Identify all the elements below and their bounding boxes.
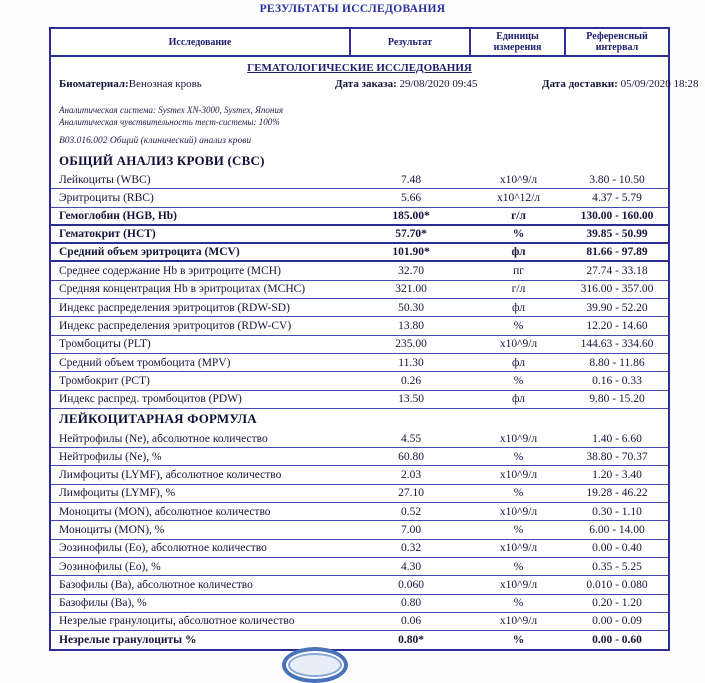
cell-units: x10^12/л bbox=[496, 191, 541, 204]
table-row bbox=[51, 317, 668, 335]
cell-result: 4.55 bbox=[400, 432, 422, 445]
cell-units: % bbox=[513, 523, 524, 536]
table-row bbox=[51, 226, 668, 244]
cell-ref: 27.74 - 33.18 bbox=[586, 265, 648, 278]
cell-name: Нейтрофилы (Ne), % bbox=[59, 450, 162, 463]
order-date-label: Дата заказа: bbox=[335, 78, 397, 90]
results-body bbox=[51, 150, 668, 649]
cell-units: фл bbox=[512, 301, 525, 314]
cell-ref: 6.00 - 14.00 bbox=[589, 523, 645, 536]
cell-units: фл bbox=[512, 393, 525, 406]
cell-ref: 3.80 - 10.50 bbox=[589, 173, 645, 186]
cell-result: 7.00 bbox=[400, 523, 422, 536]
cell-name: Моноциты (MON), абсолютное количество bbox=[59, 505, 271, 518]
cell-result: 5.66 bbox=[400, 191, 422, 204]
delivery-date-label: Дата доставки: bbox=[542, 78, 618, 90]
cell-ref: 0.00 - 0.09 bbox=[592, 615, 642, 628]
service-code: B03.016.002 Общий (клинический) анализ крови bbox=[59, 136, 252, 146]
analytic-notes bbox=[51, 104, 668, 128]
table-row bbox=[51, 189, 668, 207]
analytic-sensitivity-note: Аналитическая чувствительность тест-системы: 100% bbox=[59, 117, 280, 127]
cell-name: Среднее содержание Hb в эритроците (MCH) bbox=[59, 265, 281, 278]
cell-result: 7.48 bbox=[400, 173, 422, 186]
cell-name: Базофилы (Ba), % bbox=[59, 597, 147, 610]
column-header-study: Исследование bbox=[51, 29, 351, 55]
cell-result: 27.10 bbox=[398, 487, 424, 500]
cell-name: Индекс распределения эритроцитов (RDW-CV) bbox=[59, 320, 292, 333]
group-title: ОБЩИЙ АНАЛИЗ КРОВИ (CBC) bbox=[59, 152, 265, 168]
table-row bbox=[51, 503, 668, 521]
cell-ref: 12.20 - 14.60 bbox=[586, 320, 648, 333]
cell-name: Лимфоциты (LYMF), абсолютное количество bbox=[59, 469, 282, 482]
cell-ref: 8.80 - 11.86 bbox=[589, 356, 645, 369]
analytic-system-note: Аналитическая система: Sysmex XN-3000, Sysmex, Япония bbox=[59, 105, 284, 115]
cell-ref: 130.00 - 160.00 bbox=[580, 209, 654, 222]
table-row bbox=[51, 336, 668, 354]
cell-name: Тромбоциты (PLT) bbox=[59, 338, 151, 351]
section-title-hematology: ГЕМАТОЛОГИЧЕСКИЕ ИССЛЕДОВАНИЯ bbox=[247, 61, 472, 74]
cell-units: x10^9/л bbox=[499, 578, 538, 591]
cell-name: Эритроциты (RBC) bbox=[59, 191, 154, 204]
cell-units: x10^9/л bbox=[499, 338, 538, 351]
cell-units: % bbox=[513, 450, 524, 463]
cell-ref: 144.63 - 334.60 bbox=[580, 338, 654, 351]
cell-units: x10^9/л bbox=[499, 615, 538, 628]
cell-ref: 0.00 - 0.40 bbox=[592, 542, 642, 555]
cell-ref: 0.010 - 0.080 bbox=[586, 578, 648, 591]
table-row bbox=[51, 262, 668, 280]
cell-result: 13.50 bbox=[398, 393, 424, 406]
cell-name: Нейтрофилы (Ne), абсолютное количество bbox=[59, 432, 268, 445]
cell-name: Гемоглобин (HGB, Hb) bbox=[59, 209, 178, 222]
cell-name: Незрелые гранулоциты, абсолютное количество bbox=[59, 615, 295, 628]
cell-name: Гематокрит (HCT) bbox=[59, 228, 156, 241]
stamp-seal bbox=[282, 647, 348, 683]
cell-name: Тромбокрит (PCT) bbox=[59, 374, 150, 387]
cell-units: пг bbox=[513, 265, 524, 278]
biomaterial-value: Венозная кровь bbox=[128, 78, 202, 90]
table-row bbox=[51, 281, 668, 299]
delivery-date-pair bbox=[542, 78, 699, 90]
order-meta-row bbox=[51, 76, 699, 95]
biomaterial-label: Биоматериал: bbox=[59, 78, 129, 90]
cell-result: 0.06 bbox=[400, 615, 422, 628]
cell-result: 0.060 bbox=[398, 578, 424, 591]
table-row bbox=[51, 485, 668, 503]
cell-ref: 316.00 - 357.00 bbox=[580, 283, 654, 296]
cell-units: фл bbox=[512, 356, 525, 369]
cell-name: Средняя концентрация Hb в эритроцитах (MCHC) bbox=[59, 283, 306, 296]
cell-result: 0.52 bbox=[400, 505, 422, 518]
table-row bbox=[51, 171, 668, 189]
group-title: ЛЕЙКОЦИТАРНАЯ ФОРМУЛА bbox=[59, 411, 257, 427]
cell-ref: 1.20 - 3.40 bbox=[592, 469, 642, 482]
table-row bbox=[51, 299, 668, 317]
results-table bbox=[49, 27, 699, 651]
cell-ref: 0.00 - 0.60 bbox=[592, 634, 642, 647]
cell-units: % bbox=[513, 374, 524, 387]
cell-units: x10^9/л bbox=[499, 173, 538, 186]
cell-name: Лимфоциты (LYMF), % bbox=[59, 487, 176, 500]
table-row bbox=[51, 521, 668, 539]
cell-name: Эозинофилы (Eo), % bbox=[59, 560, 161, 573]
table-row bbox=[51, 558, 668, 576]
cell-name: Индекс распред. тромбоцитов (PDW) bbox=[59, 393, 242, 406]
cell-ref: 0.16 - 0.33 bbox=[592, 374, 642, 387]
biomaterial-pair bbox=[59, 78, 202, 90]
table-row bbox=[51, 448, 668, 466]
order-date-value: 29/08/2020 09:45 bbox=[399, 78, 478, 90]
cell-units: фл bbox=[511, 246, 526, 259]
cell-result: 0.26 bbox=[400, 374, 422, 387]
cell-result: 57.70* bbox=[395, 228, 427, 241]
column-header-units: Единицы измерения bbox=[471, 29, 566, 55]
cell-name: Лейкоциты (WBC) bbox=[59, 173, 151, 186]
cell-name: Незрелые гранулоциты % bbox=[59, 634, 197, 647]
cell-name: Средний объем эритроцита (MCV) bbox=[59, 246, 240, 259]
cell-result: 235.00 bbox=[395, 338, 427, 351]
cell-result: 32.70 bbox=[398, 265, 424, 278]
cell-result: 101.90* bbox=[392, 246, 430, 259]
cell-units: % bbox=[512, 228, 525, 241]
cell-ref: 1.40 - 6.60 bbox=[592, 432, 642, 445]
page-title: РЕЗУЛЬТАТЫ ИССЛЕДОВАНИЯ bbox=[259, 3, 446, 15]
column-header-reference: Референсный интервал bbox=[586, 31, 648, 53]
order-date-pair bbox=[335, 78, 477, 90]
cell-name: Средний объем тромбоцита (MPV) bbox=[59, 356, 231, 369]
table-row bbox=[51, 595, 668, 613]
table-row bbox=[51, 430, 668, 448]
cell-units: % bbox=[512, 634, 525, 647]
table-row bbox=[51, 354, 668, 372]
cell-result: 185.00* bbox=[392, 209, 430, 222]
cell-result: 11.30 bbox=[398, 356, 424, 369]
cell-result: 0.80* bbox=[398, 634, 424, 647]
cell-ref: 0.30 - 1.10 bbox=[592, 505, 642, 518]
table-row bbox=[51, 208, 668, 226]
table-row bbox=[51, 576, 668, 594]
cell-ref: 0.20 - 1.20 bbox=[592, 597, 642, 610]
cell-units: x10^9/л bbox=[499, 542, 538, 555]
cell-name: Эозинофилы (Eo), абсолютное количество bbox=[59, 542, 267, 555]
cell-name: Базофилы (Ba), абсолютное количество bbox=[59, 578, 253, 591]
table-row bbox=[51, 391, 668, 409]
cell-ref: 4.37 - 5.79 bbox=[592, 191, 642, 204]
cell-result: 50.30 bbox=[398, 301, 424, 314]
cell-units: г/л bbox=[511, 283, 526, 296]
cell-units: % bbox=[513, 597, 524, 610]
column-header-result: Результат bbox=[351, 29, 471, 55]
cell-units: % bbox=[513, 560, 524, 573]
cell-result: 0.32 bbox=[400, 542, 422, 555]
table-header-row bbox=[51, 29, 668, 57]
cell-result: 321.00 bbox=[395, 283, 427, 296]
cell-ref: 19.28 - 46.22 bbox=[586, 487, 648, 500]
cell-name: Моноциты (MON), % bbox=[59, 523, 165, 536]
table-row bbox=[51, 372, 668, 390]
table-row bbox=[51, 631, 668, 649]
cell-ref: 0.35 - 5.25 bbox=[592, 560, 642, 573]
cell-ref: 9.80 - 15.20 bbox=[589, 393, 645, 406]
table-row bbox=[51, 244, 668, 262]
cell-units: % bbox=[513, 487, 524, 500]
cell-result: 13.80 bbox=[398, 320, 424, 333]
cell-units: г/л bbox=[511, 209, 526, 222]
cell-units: x10^9/л bbox=[499, 505, 538, 518]
delivery-date-value: 05/09/2020 18:28 bbox=[620, 78, 699, 90]
table-row bbox=[51, 613, 668, 631]
cell-name: Индекс распределения эритроцитов (RDW-SD) bbox=[59, 301, 290, 314]
cell-result: 60.80 bbox=[398, 450, 424, 463]
cell-units: % bbox=[513, 320, 524, 333]
table-row bbox=[51, 540, 668, 558]
table-row bbox=[51, 466, 668, 484]
cell-ref: 81.66 - 97.89 bbox=[586, 246, 648, 259]
cell-ref: 39.90 - 52.20 bbox=[586, 301, 648, 314]
cell-result: 2.03 bbox=[400, 469, 422, 482]
cell-ref: 38.80 - 70.37 bbox=[586, 450, 648, 463]
cell-ref: 39.85 - 50.99 bbox=[586, 228, 648, 241]
cell-units: x10^9/л bbox=[499, 469, 538, 482]
cell-result: 0.80 bbox=[400, 597, 422, 610]
cell-units: x10^9/л bbox=[499, 432, 538, 445]
cell-result: 4.30 bbox=[400, 560, 422, 573]
